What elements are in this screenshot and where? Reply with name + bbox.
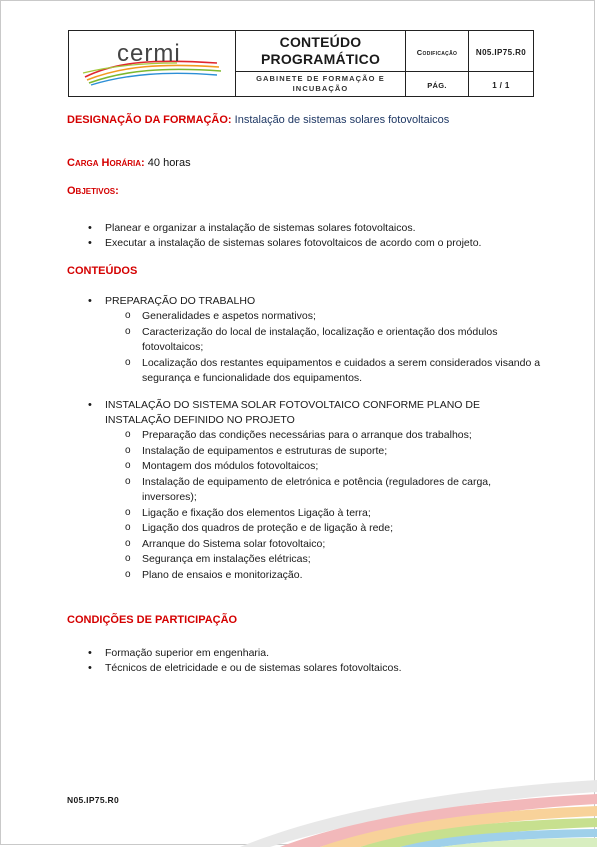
objetivos-label: Objetivos: [67,185,119,197]
sub-list-item: o Montagem dos módulos fotovoltaicos; [105,459,547,475]
sub-list-item: o Instalação de equipamento de eletrónica e potência (reguladores de carga, inversores); [105,475,547,506]
objetivos-heading [67,185,119,197]
document-code: N05.IP75.R0 [475,48,527,57]
sub-list-item: o Plano de ensaios e monitorização. [105,568,547,584]
logo-cell [69,31,236,97]
list-item [67,398,547,583]
list-item [67,294,547,387]
page-number-cell [469,72,534,97]
condicoes-list [67,646,547,676]
document-title: CONTEÚDO PROGRAMÁTICO [260,34,381,67]
footer-code: N05.IP75.R0 [67,795,119,805]
sub-list-item: o Preparação das condições necessárias para o arranque dos trabalhos; [105,428,547,444]
sub-list-item: o Localização dos restantes equipamentos e cuidados a serem considerados visando a segurança e funcionalidade dos equipamentos. [105,356,547,387]
decorative-swoosh [240,770,597,847]
sub-list-item: o Instalação de equipamentos e estruturas de suporte; [105,444,547,460]
group-title: INSTALAÇÃO DO SISTEMA SOLAR FOTOVOLTAICO CONFORME PLANO DE INSTALAÇÃO DEFINIDO NO PROJETO [105,399,480,426]
list-item: • Técnicos de eletricidade e ou de sistemas solares fotovoltaicos. [67,661,547,676]
sub-list-item: o Caracterização do local de instalação, localização e orientação dos módulos fotovoltaicos; [105,325,547,356]
code-cell [469,31,534,72]
sub-list-item: o Arranque do Sistema solar fotovoltaico; [105,537,547,553]
sub-list-item: o Ligação e fixação dos elementos Ligação à terra; [105,506,547,522]
sub-list-item: o Segurança em instalações elétricas; [105,552,547,568]
sub-list [105,428,547,583]
title-cell [236,31,406,72]
conteudos-group-1 [67,294,547,387]
conteudos-group-2 [67,398,547,583]
document-subtitle: GABINETE DE FORMAÇÃO E INCUBAÇÃO [256,74,385,93]
list-item: • Executar a instalação de sistemas solares fotovoltaicos de acordo com o projeto. [67,236,547,251]
sub-list-item: o Generalidades e aspetos normativos; [105,309,547,325]
designacao-value: Instalação de sistemas solares fotovoltaicos [234,114,450,126]
conteudos-label: CONTEÚDOS [67,265,138,277]
logo-text: cermi [117,40,181,67]
conteudos-heading [67,265,137,277]
objetivos-list [67,221,547,251]
codificacao-label-cell [406,31,469,72]
group-title: PREPARAÇÃO DO TRABALHO [105,295,256,307]
list-item: • Formação superior em engenharia. [67,646,547,661]
page-number: 1 / 1 [492,81,510,90]
carga-label: Carga Horária: [67,157,145,169]
designacao-label: DESIGNAÇÃO DA FORMAÇÃO: [67,114,232,126]
codificacao-label: Codificação [416,48,458,57]
condicoes-label: CONDIÇÕES DE PARTICIPAÇÃO [67,614,238,626]
carga-value: 40 horas [147,157,191,169]
cermi-logo [77,33,227,89]
pag-label: PÁG. [427,81,447,90]
document-header [68,30,534,97]
condicoes-heading [67,614,237,626]
list-item: • Planear e organizar a instalação de sistemas solares fotovoltaicos. [67,221,547,236]
pag-label-cell [406,72,469,97]
subtitle-cell [236,72,406,97]
sub-list [105,309,547,387]
carga-line [67,157,191,169]
sub-list-item: o Ligação dos quadros de proteção e de ligação à rede; [105,521,547,537]
designacao-line [67,114,449,126]
